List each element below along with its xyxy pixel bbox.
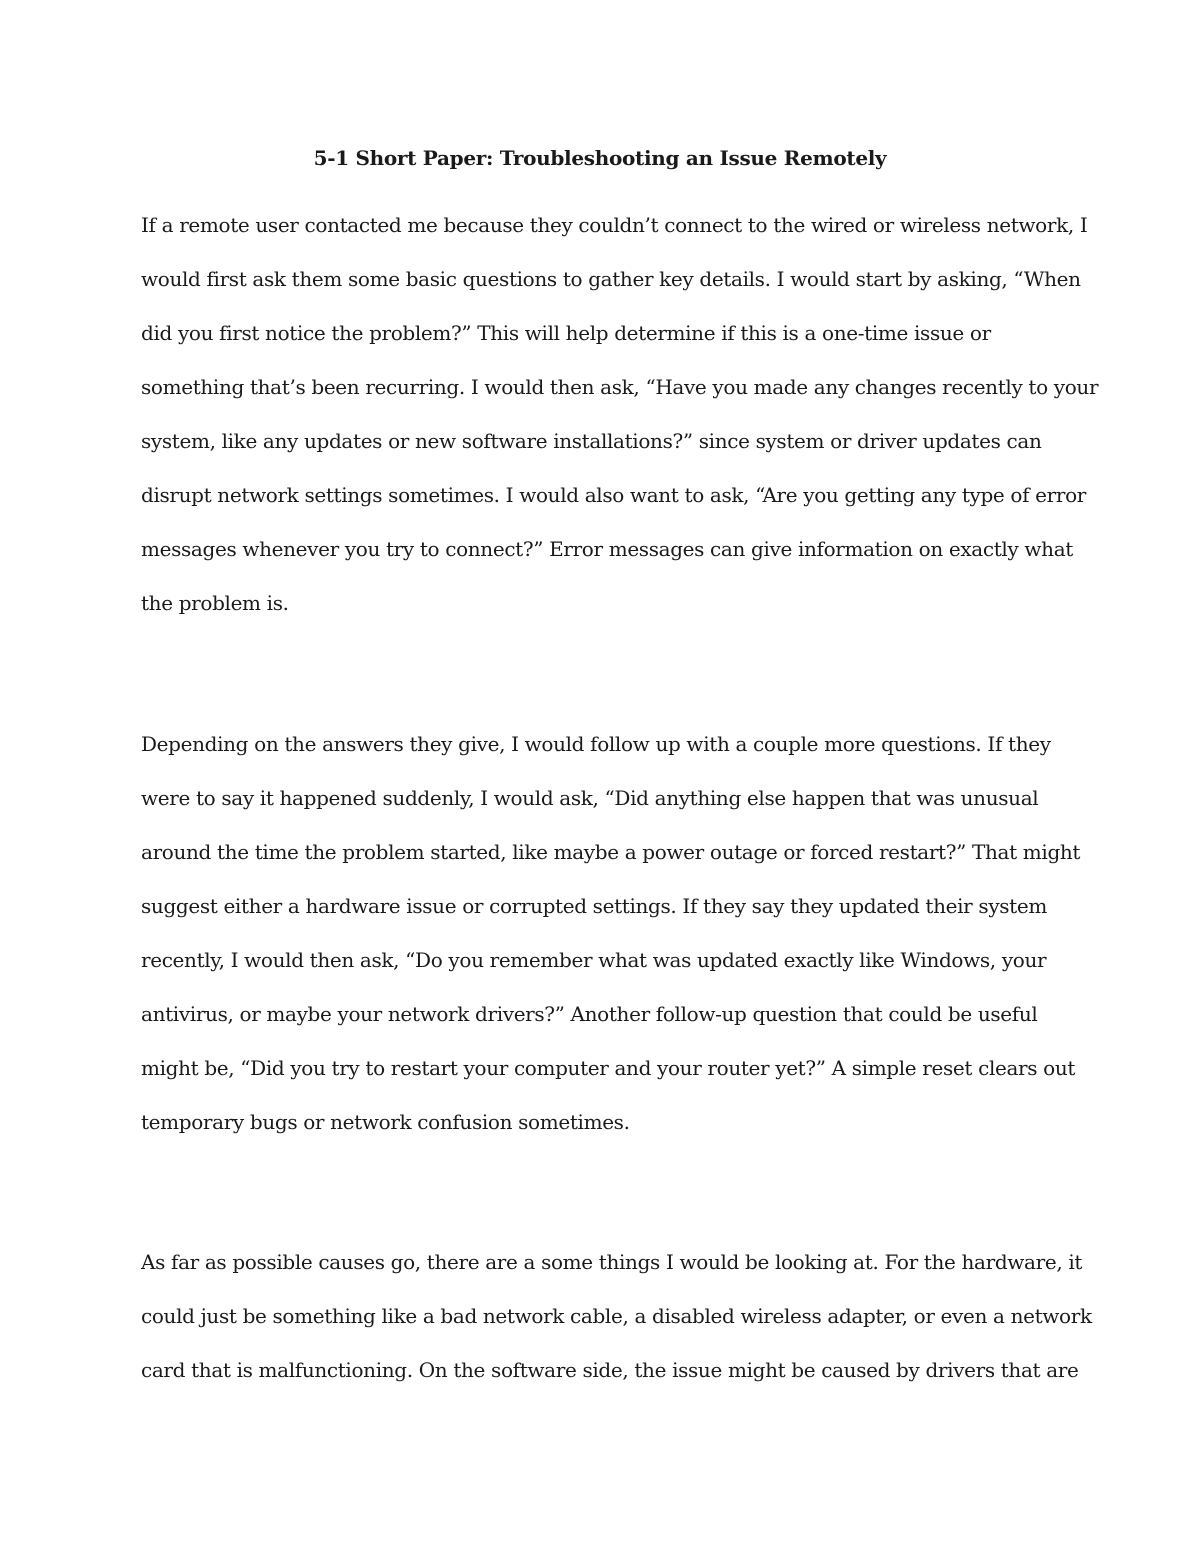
paragraph-1-line: did you first notice the problem?” This will help determine if this is a one-time issue or [141,321,991,345]
paragraph-1-line: something that’s been recurring. I would then ask, “Have you made any changes recently to your [141,375,1099,399]
paragraph-3-line: As far as possible causes go, there are a some things I would be looking at. For the hardware, it [141,1250,1083,1274]
paragraph-2-line: recently, I would then ask, “Do you remember what was updated exactly like Windows, your [141,948,1047,972]
paragraph-1-line: would first ask them some basic questions to gather key details. I would start by asking, “When [141,267,1081,291]
paragraph-1-line: If a remote user contacted me because they couldn’t connect to the wired or wireless network, I [141,213,1088,237]
paragraph-1-line: messages whenever you try to connect?” Error messages can give information on exactly what [141,537,1073,561]
page-title: 5-1 Short Paper: Troubleshooting an Issue Remotely [313,146,887,170]
paragraph-2-line: might be, “Did you try to restart your computer and your router yet?” A simple reset clears out [141,1056,1076,1080]
paragraph-2-line: around the time the problem started, like maybe a power outage or forced restart?” That might [141,840,1081,864]
paragraph-1-line: the problem is. [141,591,289,615]
paragraph-2-line: were to say it happened suddenly, I would ask, “Did anything else happen that was unusual [141,786,1039,810]
paragraph-2-line: suggest either a hardware issue or corrupted settings. If they say they updated their system [141,894,1047,918]
paragraph-3-line: could just be something like a bad network cable, a disabled wireless adapter, or even a network [141,1304,1092,1328]
paragraph-3-line: card that is malfunctioning. On the software side, the issue might be caused by drivers that are [141,1358,1079,1382]
paragraph-2-line: antivirus, or maybe your network drivers?” Another follow-up question that could be useful [141,1002,1038,1026]
paragraph-2-line: Depending on the answers they give, I would follow up with a couple more questions. If they [141,732,1051,756]
paragraph-2-line: temporary bugs or network confusion sometimes. [141,1110,630,1134]
paragraph-1-line: disrupt network settings sometimes. I would also want to ask, “Are you getting any type of error [141,483,1086,507]
paragraph-1-line: system, like any updates or new software installations?” since system or driver updates can [141,429,1042,453]
